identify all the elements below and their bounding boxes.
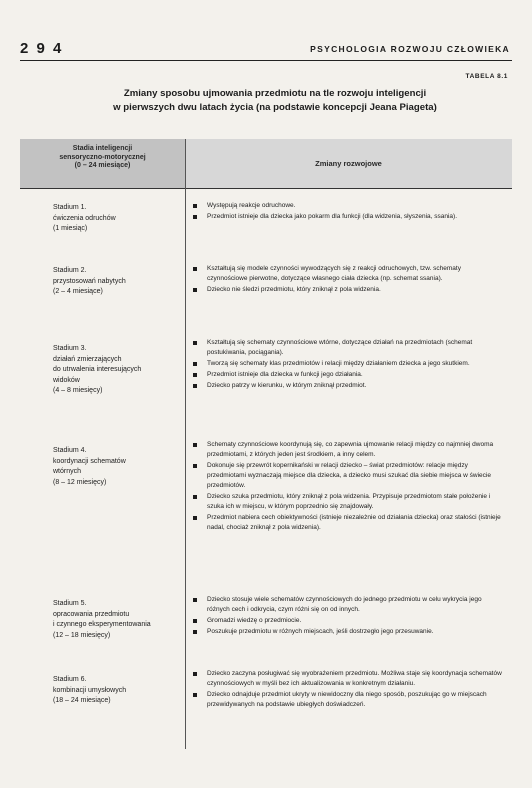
header-bottom-rule (20, 188, 512, 189)
running-title: PSYCHOLOGIA ROZWOJU CZŁOWIEKA (310, 44, 510, 54)
table-title (70, 87, 480, 115)
list-item: Przedmiot istnieje dla dziecka jako pokarm dla funkcji (dla widzenia, słyszenia, ssania). (193, 212, 503, 222)
stage-4-name-cont: wtórnych (53, 468, 82, 475)
list-item: Dziecko zaczyna posługiwać się wyobrażeniem przedmiotu. Możliwa staje się koordynacja schematów czynnościowych w myśli bez ich aktualizowania w konkretnym działaniu. (193, 669, 503, 689)
list-item: Poszukuje przedmiotu w różnych miejscach, jeśli dostrzegło jego przesuwanie. (193, 627, 503, 637)
stage-1-label (53, 203, 183, 235)
list-item: Schematy czynnościowe koordynują się, co zapewnia ujmowanie relacji między co najmniej dwoma przedmiotami, z których jeden jest środkiem, a inny celem. (193, 440, 503, 460)
stage-4-name: koordynacji schematów (53, 457, 126, 465)
stage-5-changes (193, 595, 503, 638)
stage-4-age: (8 – 12 miesięcy) (53, 478, 107, 486)
column-header-stages (20, 139, 185, 188)
stage-6-number: Stadium 6. (53, 676, 87, 683)
table-label: TABELA 8.1 (465, 73, 508, 80)
stage-6-age: (18 – 24 miesiące) (53, 697, 111, 704)
list-item: Dziecko odnajduje przedmiot ukryty w niewidoczny dla niego sposób, poszukując go w miejscach przewidywanych na podstawie ubiegłych doświadczeń. (193, 690, 503, 710)
stage-3-name-cont: do utrwalenia interesujących (53, 366, 142, 373)
stage-5-age: (12 – 18 miesięcy) (53, 631, 111, 639)
stage-5-name-cont: i czynnego eksperymentowania (53, 621, 151, 628)
stage-1-name: ćwiczenia odruchów (53, 214, 116, 222)
header-rule (20, 60, 512, 61)
list-item: Dziecko nie śledzi przedmiotu, który zniknął z pola widzenia. (193, 285, 503, 295)
column-header-stages-line1: Stadia inteligencji (72, 145, 133, 152)
list-item: Dziecko szuka przedmiotu, który zniknął z pola widzenia. Przypisuje przedmiotom stałe położenie i szuka ich w miejscu, w którym poprzednio się znajdowały. (193, 492, 503, 512)
stage-6-label (53, 675, 183, 707)
stage-3-name-cont2: widoków (53, 376, 80, 384)
list-item: Dokonuje się przewrót kopernikański w relacji dziecko – świat przedmiotów: relacje między przedmiotami wyznaczają miejsce dla dziecka, a dziecko musi szukać dla siebie miejsca w świecie przedmiotów. (193, 461, 503, 491)
list-item: Dziecko patrzy w kierunku, w którym zniknął przedmiot. (193, 381, 503, 391)
stage-2-number: Stadium 2. (53, 267, 87, 274)
list-item: Dziecko stosuje wiele schematów czynnościowych do jednego przedmiotu w celu wykrycia jego różnych cech i odkrycia, czym różni się on od innych. (193, 595, 503, 615)
stage-3-name: działań zmierzających (53, 355, 122, 363)
stage-2-changes (193, 264, 503, 296)
stage-4-number: Stadium 4. (53, 447, 87, 454)
stage-3-label (53, 344, 183, 397)
list-item: Przedmiot istnieje dla dziecka w funkcji jego działania. (193, 370, 503, 380)
stage-5-number: Stadium 5. (53, 600, 87, 607)
stage-2-label (53, 266, 183, 298)
list-item: Przedmiot nabiera cech obiektywności (istnieje niezależnie od działania dziecka) oraz stałości (istnieje nadal, chociaż zniknął z pola widzenia). (193, 513, 503, 533)
column-header-stages-line2: sensoryczno-motorycznej (59, 153, 146, 161)
stage-1-number: Stadium 1. (53, 204, 87, 211)
page-number: 2 9 4 (20, 40, 64, 57)
list-item: Tworzą się schematy klas przedmiotów i relacji między działaniem dziecka a jego skutkiem. (193, 359, 503, 369)
stage-1-changes (193, 201, 503, 223)
list-item: Występują reakcje odruchowe. (193, 201, 503, 211)
stage-5-label (53, 599, 183, 641)
column-header-stages-line3: (0 – 24 miesiące) (74, 162, 131, 170)
list-item: Kształtują się modele czynności wywodzących się z reakcji odruchowych, tzw. schematy czynnościowe pierwotne, dotyczące własnego ciała dziecka (np. schemat ssania). (193, 264, 503, 284)
table-title-line2: w pierwszych dwu latach życia (na podstawie koncepcji Jeana Piageta) (113, 102, 437, 113)
stage-1-age: (1 miesiąc) (53, 225, 88, 232)
stage-3-number: Stadium 3. (53, 345, 87, 352)
stage-3-changes (193, 338, 503, 392)
column-divider (185, 139, 186, 749)
stage-5-name: opracowania przedmiotu (53, 610, 130, 618)
stage-2-name: przystosowań nabytych (53, 277, 126, 285)
stage-4-label (53, 446, 183, 488)
list-item: Gromadzi wiedzę o przedmiocie. (193, 616, 503, 626)
stage-2-age: (2 – 4 miesiące) (53, 288, 103, 295)
column-header-changes: Zmiany rozwojowe (185, 139, 512, 188)
stage-3-age: (4 – 8 miesięcy) (53, 387, 103, 394)
stage-6-name: kombinacji umysłowych (53, 686, 127, 694)
stage-6-changes (193, 669, 503, 711)
stage-4-changes (193, 440, 503, 534)
list-item: Kształtują się schematy czynnościowe wtórne, dotyczące działań na przedmiotach (schemat postukiwania, pociągania). (193, 338, 503, 358)
table-title-line1: Zmiany sposobu ujmowania przedmiotu na tle rozwoju inteligencji (123, 88, 427, 99)
